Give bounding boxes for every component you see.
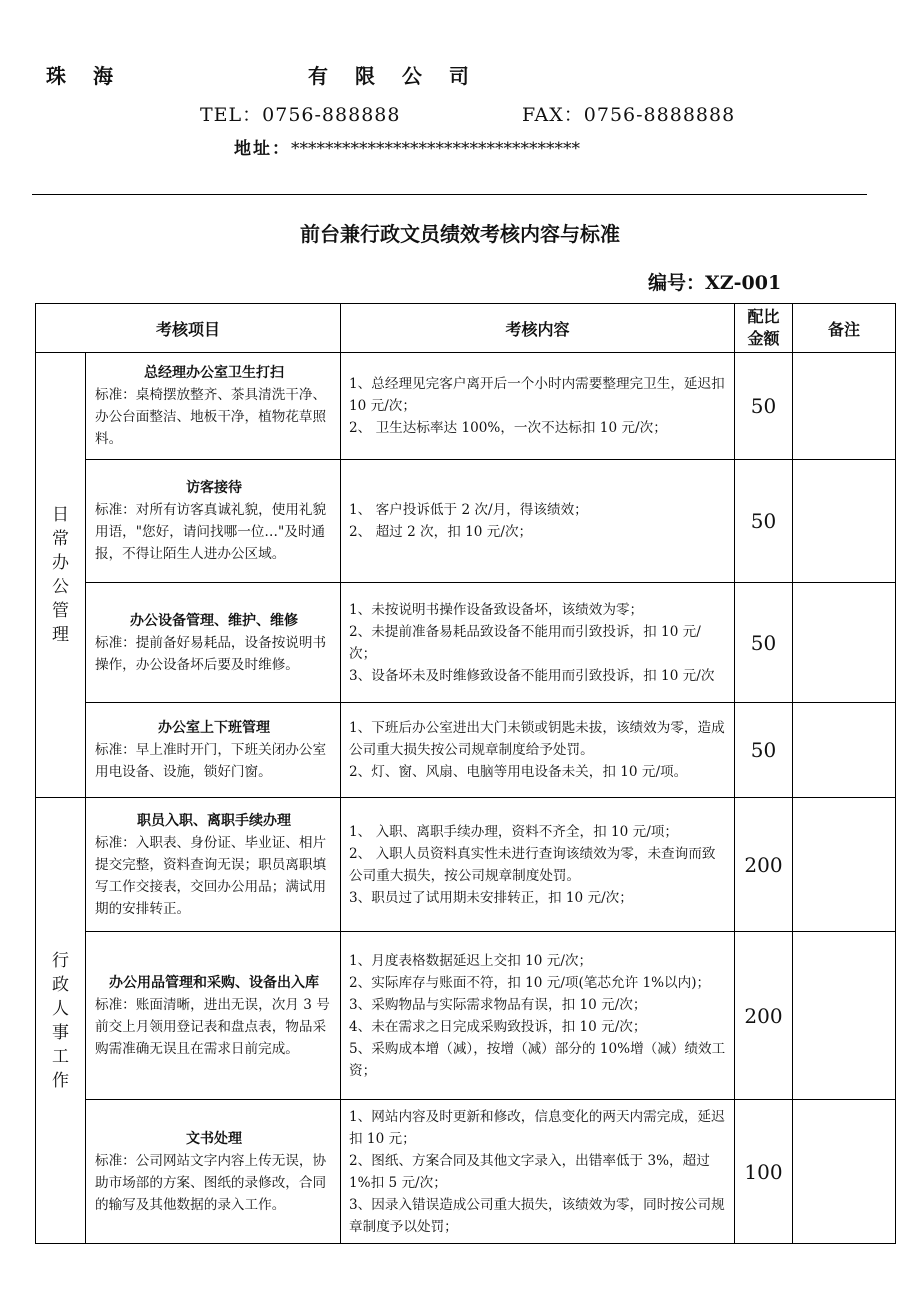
item-cell: [86, 798, 341, 932]
note-cell: [793, 932, 896, 1100]
item-title: 办公设备管理、维护、维修: [130, 612, 298, 629]
item-cell: [86, 353, 341, 460]
amount-cell: 50: [735, 703, 793, 798]
content-line: 1、 客户投诉低于 2 次/月，得该绩效；: [349, 502, 588, 518]
amount-cell: 200: [735, 932, 793, 1100]
content-line: 1、下班后办公室进出大门未锁或钥匙未拔，该绩效为零，造成公司重大损失按公司规章制度给予处罚。: [349, 720, 725, 758]
item-cell: [86, 1100, 341, 1244]
content-cell: [341, 353, 735, 460]
content-cell: [341, 703, 735, 798]
table-row: [36, 353, 896, 460]
content-line: 3、采购物品与实际需求物品有误，扣 10 元/次；: [349, 996, 647, 1013]
content-line: 1、月度表格数据延迟上交扣 10 元/次；: [349, 952, 593, 969]
table-row: [36, 1100, 896, 1244]
item-cell: [86, 460, 341, 583]
item-title: 办公室上下班管理: [158, 720, 270, 736]
content-line: 1、 入职、离职手续办理，资料不齐全，扣 10 元/项；: [349, 823, 678, 840]
fax: FAX：0756-8888888: [522, 104, 736, 126]
item-title: 总经理办公室卫生打扫: [144, 365, 284, 381]
header-content: 考核内容: [341, 304, 735, 353]
address-label: 地址：: [234, 139, 291, 159]
content-line: 2、 卫生达标率达 100%，一次不达标扣 10 元/次；: [349, 420, 667, 436]
company-name-suffix: 有 限 公 司: [308, 64, 479, 88]
header-divider: [32, 194, 867, 195]
content-line: 2、实际库存与账面不符，扣 10 元/项(笔芯允许 1%以内)；: [349, 974, 711, 991]
assessment-table: [35, 303, 896, 1244]
table-row: [36, 798, 896, 932]
header-amount: [735, 304, 793, 353]
table-row: [36, 932, 896, 1100]
header-item: 考核项目: [36, 304, 341, 353]
content-line: 2、 超过 2 次，扣 10 元/次；: [349, 524, 533, 540]
content-cell: [341, 798, 735, 932]
content-line: 5、采购成本增（减），按增（减）部分的 10%增（减）绩效工资；: [349, 1040, 726, 1079]
content-line: 1、总经理见完客户离开后一个小时内需要整理完卫生，延迟扣 10 元/次；: [349, 376, 725, 414]
header-note: 备注: [793, 304, 896, 353]
content-cell: [341, 460, 735, 583]
item-title: 文书处理: [186, 1130, 242, 1147]
item-standard: 标准：对所有访客真诚礼貌，使用礼貌用语，"您好，请问找哪一位…"及时通报，不得让陌生人进办公区域。: [95, 502, 327, 562]
content-line: 4、未在需求之日完成采购致投诉，扣 10 元/次；: [349, 1018, 647, 1035]
item-cell: [86, 583, 341, 703]
content-line: 2、未提前准备易耗品致设备不能用而引致投诉，扣 10 元/次；: [349, 623, 701, 662]
item-standard: 标准：提前备好易耗品，设备按说明书操作，办公设备坏后要及时维修。: [95, 634, 327, 673]
item-title: 访客接待: [186, 480, 242, 496]
item-standard: 标准：早上准时开门，下班关闭办公室用电设备、设施，锁好门窗。: [95, 742, 327, 780]
content-line: 2、 入职人员资料真实性未进行查询该绩效为零，未查询而致公司重大损失，按公司规章制度处罚。: [349, 845, 716, 884]
item-title: 办公用品管理和采购、设备出入库: [109, 974, 319, 991]
document-title: 前台兼行政文员绩效考核内容与标准: [300, 222, 620, 246]
category-name: 日常办公管理: [52, 505, 69, 645]
table-header-row: [36, 304, 896, 353]
document-code: 编号：XZ-001: [648, 272, 782, 294]
note-cell: [793, 1100, 896, 1244]
note-cell: [793, 353, 896, 460]
note-cell: [793, 583, 896, 703]
item-standard: 标准：桌椅摆放整齐、茶具清洗干净、办公台面整洁、地板干净，植物花草照料。: [95, 387, 327, 447]
category-cell: [36, 353, 86, 798]
amount-cell: 100: [735, 1100, 793, 1244]
content-cell: [341, 1100, 735, 1244]
header-amount-text: 配比金额: [747, 307, 780, 348]
note-cell: [793, 460, 896, 583]
item-standard: 标准：公司网站文字内容上传无误，协助市场部的方案、图纸的录修改，合同的输写及其他数据的录入工作。: [95, 1152, 327, 1213]
item-cell: [86, 703, 341, 798]
table-row: [36, 460, 896, 583]
amount-cell: 50: [735, 353, 793, 460]
item-standard: 标准：账面清晰，进出无误，次月 3 号前交上月领用登记表和盘点表，物品采购需准确无误且在需求日前完成。: [95, 996, 330, 1057]
note-cell: [793, 798, 896, 932]
category-name: 行政人事工作: [52, 950, 69, 1091]
item-title: 职员入职、离职手续办理: [137, 812, 291, 829]
content-cell: [341, 583, 735, 703]
item-cell: [86, 932, 341, 1100]
telephone: TEL：0756-888888: [200, 104, 401, 126]
content-line: 3、因录入错误造成公司重大损失，该绩效为零，同时按公司规章制度予以处罚；: [349, 1196, 725, 1235]
amount-cell: 200: [735, 798, 793, 932]
content-line: 1、未按说明书操作设备致设备坏，该绩效为零；: [349, 601, 644, 618]
note-cell: [793, 703, 896, 798]
amount-cell: 50: [735, 460, 793, 583]
table-row: [36, 583, 896, 703]
content-cell: [341, 932, 735, 1100]
amount-cell: 50: [735, 583, 793, 703]
content-line: 1、网站内容及时更新和修改，信息变化的两天内需完成，延迟扣 10 元；: [349, 1108, 725, 1147]
content-line: 3、职员过了试用期未安排转正，扣 10 元/次；: [349, 889, 633, 906]
address-value: **********************************: [291, 139, 580, 159]
table-row: [36, 703, 896, 798]
item-standard: 标准：入职表、身份证、毕业证、相片提交完整，资料查询无误；职员离职填写工作交接表，交回办公用品；满试用期的安排转正。: [95, 834, 327, 917]
address: [234, 134, 580, 159]
category-cell: [36, 798, 86, 1244]
content-line: 2、图纸、方案合同及其他文字录入，出错率低于 3%，超过 1%扣 5 元/次；: [349, 1152, 710, 1191]
content-line: 3、设备坏未及时维修致设备不能用而引致投诉，扣 10 元/次: [349, 667, 715, 684]
company-name-prefix: 珠 海: [46, 64, 123, 88]
content-line: 2、灯、窗、风扇、电脑等用电设备未关，扣 10 元/项。: [349, 764, 688, 780]
